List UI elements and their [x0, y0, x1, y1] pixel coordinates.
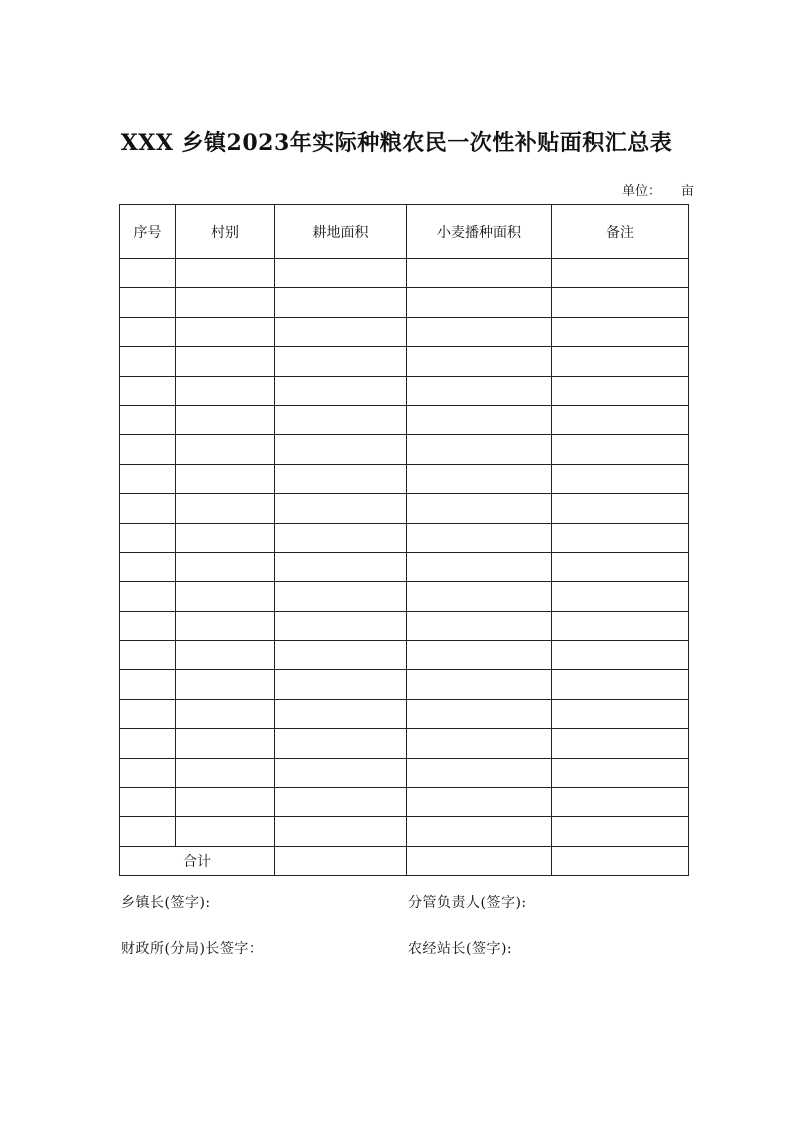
serial-cell[interactable] — [120, 347, 176, 376]
table-row — [120, 758, 689, 787]
remarks-cell[interactable] — [552, 641, 689, 670]
total-wheat-cell[interactable] — [407, 846, 552, 875]
table-header-row — [120, 205, 689, 259]
wheat-area-cell[interactable] — [407, 435, 552, 464]
arable-area-cell[interactable] — [275, 552, 407, 581]
arable-area-cell[interactable] — [275, 582, 407, 611]
table-row — [120, 699, 689, 728]
table-row — [120, 376, 689, 405]
village-cell[interactable] — [176, 259, 275, 288]
wheat-area-cell[interactable] — [407, 376, 552, 405]
serial-cell[interactable] — [120, 670, 176, 699]
serial-cell[interactable] — [120, 817, 176, 846]
remarks-cell[interactable] — [552, 317, 689, 346]
wheat-area-cell[interactable] — [407, 259, 552, 288]
summary-table — [119, 204, 689, 876]
serial-cell[interactable] — [120, 788, 176, 817]
village-cell[interactable] — [176, 788, 275, 817]
wheat-area-cell[interactable] — [407, 758, 552, 787]
arable-area-cell[interactable] — [275, 729, 407, 758]
arable-area-cell[interactable] — [275, 405, 407, 434]
village-cell[interactable] — [176, 670, 275, 699]
header-wheat-area: 小麦播种面积 — [407, 205, 552, 259]
arable-area-cell[interactable] — [275, 641, 407, 670]
finance-office-signature: 财政所(分局)长签字： — [121, 941, 264, 957]
remarks-cell[interactable] — [552, 817, 689, 846]
serial-cell[interactable] — [120, 611, 176, 640]
arable-area-cell[interactable] — [275, 494, 407, 523]
arable-area-cell[interactable] — [275, 347, 407, 376]
wheat-area-cell[interactable] — [407, 347, 552, 376]
total-remarks-cell[interactable] — [552, 846, 689, 875]
village-cell[interactable] — [176, 552, 275, 581]
remarks-cell[interactable] — [552, 288, 689, 317]
unit-value: 亩 — [681, 184, 695, 199]
table-row — [120, 582, 689, 611]
wheat-area-cell[interactable] — [407, 288, 552, 317]
wheat-area-cell[interactable] — [407, 405, 552, 434]
table-row — [120, 435, 689, 464]
table-row — [120, 817, 689, 846]
serial-cell[interactable] — [120, 464, 176, 493]
remarks-cell[interactable] — [552, 788, 689, 817]
serial-cell[interactable] — [120, 729, 176, 758]
serial-cell[interactable] — [120, 523, 176, 552]
table-row — [120, 347, 689, 376]
arable-area-cell[interactable] — [275, 523, 407, 552]
serial-cell[interactable] — [120, 552, 176, 581]
arable-area-cell[interactable] — [275, 670, 407, 699]
table-row — [120, 288, 689, 317]
remarks-cell[interactable] — [552, 582, 689, 611]
remarks-cell[interactable] — [552, 435, 689, 464]
wheat-area-cell[interactable] — [407, 582, 552, 611]
total-label: 合计 — [120, 846, 275, 875]
serial-cell[interactable] — [120, 699, 176, 728]
table-row — [120, 552, 689, 581]
remarks-cell[interactable] — [552, 552, 689, 581]
remarks-cell[interactable] — [552, 729, 689, 758]
arable-area-cell[interactable] — [275, 788, 407, 817]
village-cell[interactable] — [176, 317, 275, 346]
header-arable-area: 耕地面积 — [275, 205, 407, 259]
table-row — [120, 641, 689, 670]
arable-area-cell[interactable] — [275, 317, 407, 346]
table-row — [120, 259, 689, 288]
header-serial: 序号 — [120, 205, 176, 259]
wheat-area-cell[interactable] — [407, 641, 552, 670]
village-cell[interactable] — [176, 464, 275, 493]
header-village: 村别 — [176, 205, 275, 259]
table-row — [120, 405, 689, 434]
serial-cell[interactable] — [120, 758, 176, 787]
responsible-person-signature: 分管负责人(签字): — [408, 895, 527, 911]
village-cell[interactable] — [176, 729, 275, 758]
village-cell[interactable] — [176, 376, 275, 405]
page-title: XXX 乡镇2023年实际种粮农民一次性补贴面积汇总表 — [120, 130, 673, 156]
township-head-signature: 乡镇长(签字): — [121, 895, 211, 911]
remarks-cell[interactable] — [552, 376, 689, 405]
table-row — [120, 611, 689, 640]
arable-area-cell[interactable] — [275, 699, 407, 728]
wheat-area-cell[interactable] — [407, 523, 552, 552]
arable-area-cell[interactable] — [275, 259, 407, 288]
remarks-cell[interactable] — [552, 494, 689, 523]
serial-cell[interactable] — [120, 494, 176, 523]
village-cell[interactable] — [176, 523, 275, 552]
remarks-cell[interactable] — [552, 405, 689, 434]
serial-cell[interactable] — [120, 405, 176, 434]
village-cell[interactable] — [176, 641, 275, 670]
wheat-area-cell[interactable] — [407, 552, 552, 581]
arable-area-cell[interactable] — [275, 611, 407, 640]
remarks-cell[interactable] — [552, 611, 689, 640]
unit-label — [622, 180, 694, 199]
village-cell[interactable] — [176, 611, 275, 640]
wheat-area-cell[interactable] — [407, 729, 552, 758]
village-cell[interactable] — [176, 347, 275, 376]
remarks-cell[interactable] — [552, 523, 689, 552]
village-cell[interactable] — [176, 582, 275, 611]
table-row — [120, 494, 689, 523]
village-cell[interactable] — [176, 494, 275, 523]
village-cell[interactable] — [176, 699, 275, 728]
table-row — [120, 788, 689, 817]
wheat-area-cell[interactable] — [407, 494, 552, 523]
arable-area-cell[interactable] — [275, 376, 407, 405]
total-row — [120, 846, 689, 875]
arable-area-cell[interactable] — [275, 758, 407, 787]
wheat-area-cell[interactable] — [407, 817, 552, 846]
wheat-area-cell[interactable] — [407, 611, 552, 640]
remarks-cell[interactable] — [552, 758, 689, 787]
serial-cell[interactable] — [120, 376, 176, 405]
wheat-area-cell[interactable] — [407, 699, 552, 728]
arable-area-cell[interactable] — [275, 464, 407, 493]
table-row — [120, 670, 689, 699]
village-cell[interactable] — [176, 435, 275, 464]
serial-cell[interactable] — [120, 317, 176, 346]
total-arable-cell[interactable] — [275, 846, 407, 875]
serial-cell[interactable] — [120, 435, 176, 464]
village-cell[interactable] — [176, 817, 275, 846]
remarks-cell[interactable] — [552, 670, 689, 699]
wheat-area-cell[interactable] — [407, 670, 552, 699]
wheat-area-cell[interactable] — [407, 464, 552, 493]
header-remarks: 备注 — [552, 205, 689, 259]
table-row — [120, 523, 689, 552]
serial-cell[interactable] — [120, 259, 176, 288]
remarks-cell[interactable] — [552, 259, 689, 288]
arable-area-cell[interactable] — [275, 288, 407, 317]
table-row — [120, 317, 689, 346]
remarks-cell[interactable] — [552, 699, 689, 728]
serial-cell[interactable] — [120, 582, 176, 611]
wheat-area-cell[interactable] — [407, 317, 552, 346]
remarks-cell[interactable] — [552, 347, 689, 376]
table-row — [120, 729, 689, 758]
unit-label-text: 单位： — [622, 184, 662, 199]
serial-cell[interactable] — [120, 288, 176, 317]
serial-cell[interactable] — [120, 641, 176, 670]
village-cell[interactable] — [176, 288, 275, 317]
arable-area-cell[interactable] — [275, 435, 407, 464]
village-cell[interactable] — [176, 405, 275, 434]
remarks-cell[interactable] — [552, 464, 689, 493]
wheat-area-cell[interactable] — [407, 788, 552, 817]
table-body — [120, 259, 689, 847]
arable-area-cell[interactable] — [275, 817, 407, 846]
table-row — [120, 464, 689, 493]
agri-station-signature: 农经站长(签字): — [408, 941, 513, 957]
village-cell[interactable] — [176, 758, 275, 787]
